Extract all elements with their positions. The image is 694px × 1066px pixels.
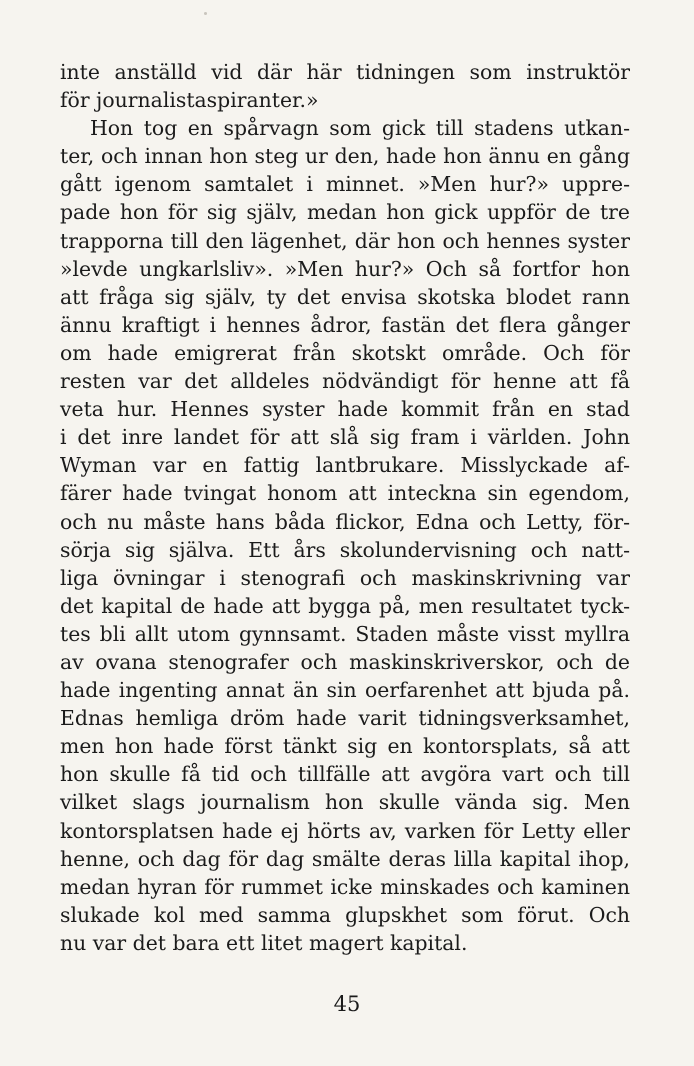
- text-line: för journalistaspiranter.»: [60, 88, 319, 113]
- text-line: i det inre landet för att slå sig fram i världen. John: [60, 425, 630, 450]
- text-line: ter, och innan hon steg ur den, hade hon ännu en gång: [60, 144, 630, 169]
- page-number: 45: [333, 992, 361, 1016]
- text-line: vilket slags journalism hon skulle vända sig. Men: [60, 790, 630, 815]
- text-line: tes bli allt utom gynnsamt. Staden måste visst myllra: [60, 621, 630, 646]
- text-line: sörja sig själva. Ett års skolundervisning och natt-: [60, 537, 630, 562]
- text-line: inte anställd vid där här tidningen som instruktör: [60, 60, 630, 84]
- text-line: Wyman var en fattig lantbrukare. Misslyckade af-: [60, 453, 630, 478]
- text-line: slukade kol med samma glupskhet som förut. Och: [60, 902, 630, 927]
- text-line: resten var det alldeles nödvändigt för henne att få: [60, 369, 630, 394]
- text-line: av ovana stenografer och maskinskriverskor, och de: [60, 649, 630, 674]
- text-line: och nu måste hans båda flickor, Edna och Letty, för-: [60, 509, 630, 534]
- text-line: medan hyran för rummet icke minskades och kaminen: [60, 874, 630, 899]
- text-line: gått igenom samtalet i minnet. »Men hur?» uppre-: [60, 172, 630, 197]
- text-line: henne, och dag för dag smälte deras lilla kapital ihop,: [60, 846, 630, 871]
- text-line: hade ingenting annat än sin oerfarenhet att bjuda på.: [60, 678, 630, 703]
- text-line: hon skulle få tid och tillfälle att avgöra vart och till: [60, 762, 630, 787]
- text-line: ännu kraftigt i hennes ådror, fastän det flera gånger: [60, 312, 630, 337]
- text-line: Ednas hemliga dröm hade varit tidningsverksamhet,: [60, 706, 630, 731]
- text-line: pade hon för sig själv, medan hon gick uppför de tre: [60, 200, 630, 225]
- text-line: veta hur. Hennes syster hade kommit från en stad: [60, 397, 630, 422]
- text-line: kontorsplatsen hade ej hörts av, varken för Letty eller: [60, 818, 630, 843]
- text-line: färer hade tvingat honom att inteckna sin egendom,: [60, 481, 630, 506]
- text-line: om hade emigrerat från skotskt område. Och för: [60, 340, 630, 365]
- text-line: trapporna till den lägenhet, där hon och hennes syster: [60, 228, 630, 253]
- text-line: nu var det bara ett litet magert kapital.: [60, 930, 468, 955]
- text-line: men hon hade först tänkt sig en kontorsplats, så att: [60, 734, 630, 759]
- text-line: det kapital de hade att bygga på, men resultatet tyck-: [60, 593, 630, 618]
- paragraph-start-line: Hon tog en spårvagn som gick till stadens utkan-: [90, 116, 630, 141]
- text-line: att fråga sig själv, ty det envisa skotska blodet rann: [60, 284, 630, 309]
- text-line: »levde ungkarlsliv». »Men hur?» Och så fortfor hon: [60, 256, 630, 281]
- paper-speck: [204, 12, 207, 15]
- body-text: [60, 58, 630, 957]
- text-line: liga övningar i stenografi och maskinskrivning var: [60, 565, 630, 590]
